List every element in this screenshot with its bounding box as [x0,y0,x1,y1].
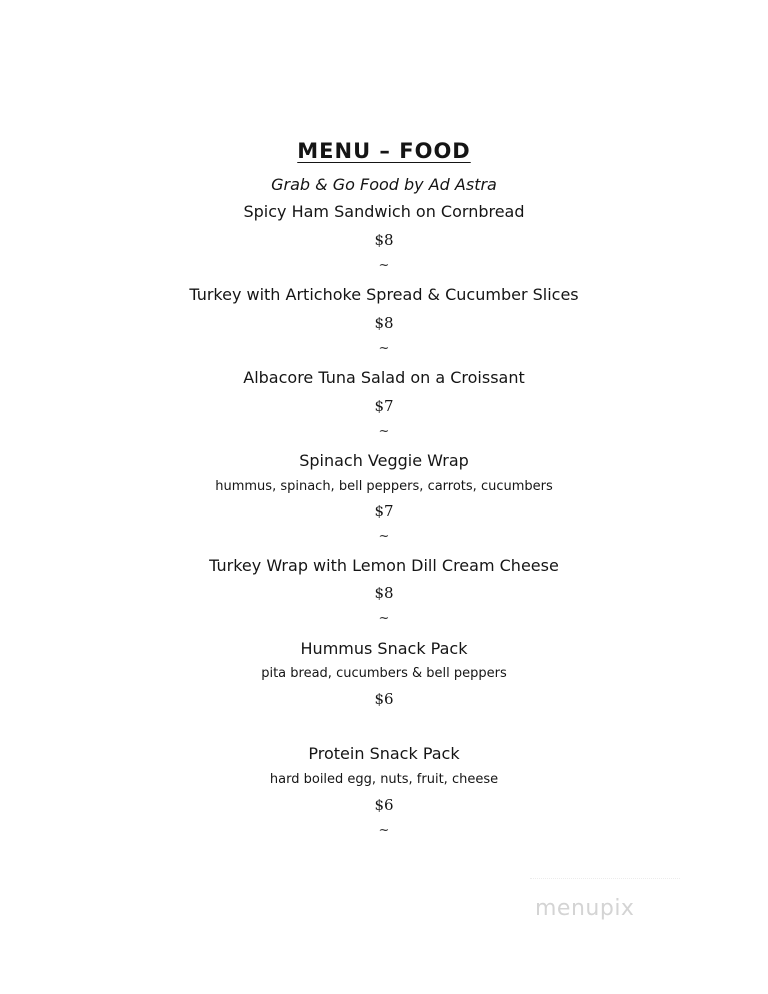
separator: ~ [378,611,390,626]
item-price: $7 [374,397,394,415]
item-name: Spicy Ham Sandwich on Cornbread [243,202,525,221]
item-description: pita bread, cucumbers & bell peppers [261,666,507,681]
item-price: $8 [374,231,394,249]
separator: ~ [378,424,390,439]
item-price: $6 [374,690,394,708]
watermark-decoration [530,878,680,885]
item-price: $8 [374,584,394,602]
item-price: $7 [374,502,394,520]
item-name: Hummus Snack Pack [300,639,468,658]
item-description: hummus, spinach, bell peppers, carrots, cucumbers [215,479,553,494]
menu-subtitle: Grab & Go Food by Ad Astra [271,175,497,194]
item-price: $8 [374,314,394,332]
menu-title: MENU – FOOD [297,139,471,163]
item-price: $6 [374,796,394,814]
item-name: Turkey with Artichoke Spread & Cucumber Slices [189,285,579,304]
separator: ~ [378,529,390,544]
item-name: Protein Snack Pack [308,744,460,763]
separator: ~ [378,341,390,356]
separator: ~ [378,258,390,273]
item-name: Turkey Wrap with Lemon Dill Cream Cheese [209,556,559,575]
item-name: Albacore Tuna Salad on a Croissant [243,368,525,387]
watermark-logo: menupix [535,896,635,921]
separator: ~ [378,823,390,838]
item-name: Spinach Veggie Wrap [299,451,469,470]
item-description: hard boiled egg, nuts, fruit, cheese [269,772,499,787]
